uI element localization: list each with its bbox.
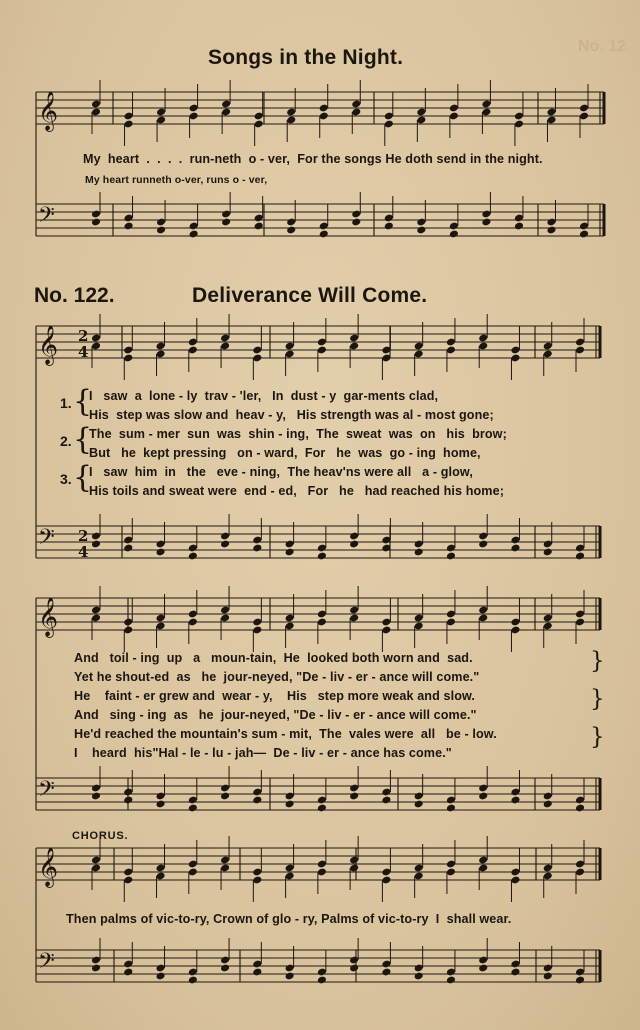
verse-number-1: 1. <box>60 395 72 411</box>
note-head <box>575 804 585 813</box>
verse-3-line-a: I saw him in the eve - ning, The heav'ns were all a - glow, <box>89 465 473 479</box>
time-signature-top: 2 <box>78 327 89 345</box>
hymn-number: No. 122. <box>34 284 115 307</box>
note-head <box>416 226 426 235</box>
note-head <box>188 976 198 985</box>
note-head <box>349 792 359 801</box>
treble-clef-icon: 𝄞 <box>38 847 59 887</box>
verse-2-line-a: The sum - mer sun was shin - ing, The sweat was on his brow; <box>89 427 507 441</box>
time-signature-bottom: 4 <box>78 343 89 361</box>
verse-number-3: 3. <box>60 471 72 487</box>
note-head <box>384 222 394 231</box>
note-head <box>91 964 101 973</box>
note-head <box>123 968 133 977</box>
time-signature-top: 2 <box>78 527 89 545</box>
note-head <box>317 552 327 561</box>
song1-lyric-line-1: My heart . . . . run-neth o - ver, For the songs He doth send in the night. <box>83 152 543 166</box>
note-head <box>252 968 262 977</box>
right-brace-3: } <box>590 724 605 750</box>
note-head <box>446 976 456 985</box>
verse-3-line-d: I heard his"Hal - le - lu - jah— De - liv - er - ance has come." <box>74 746 452 760</box>
bass-clef-icon: 𝄢 <box>38 777 55 807</box>
note-head <box>381 796 391 805</box>
note-head <box>319 230 329 239</box>
note-head <box>510 968 520 977</box>
note-head <box>514 222 524 231</box>
verse-number-2: 2. <box>60 433 72 449</box>
note-head <box>285 972 295 981</box>
note-head <box>220 792 230 801</box>
time-signature-bottom: 4 <box>78 543 89 561</box>
note-head <box>155 972 165 981</box>
note-head <box>414 548 424 557</box>
note-head <box>91 218 101 227</box>
note-head <box>156 226 166 235</box>
note-head <box>543 800 553 809</box>
verse-1-line-d: Yet he shout-ed as he jour-neyed, "De - liv - er - ance will come." <box>74 670 480 684</box>
note-head <box>575 976 585 985</box>
verse-2-line-c: He faint - er grew and wear - y, His step more weak and slow. <box>74 689 476 703</box>
verse-2-line-b: But he kept pressing on - ward, For he was go - ing home, <box>89 446 481 460</box>
note-head <box>351 218 361 227</box>
bleed-through-text: No. 12 <box>577 38 626 55</box>
note-head <box>155 800 165 809</box>
note-head <box>575 552 585 561</box>
note-head <box>285 800 295 809</box>
verse-brace-1: { <box>73 384 93 419</box>
note-head <box>510 796 520 805</box>
note-head <box>317 804 327 813</box>
verse-brace-3: { <box>73 460 93 495</box>
chorus-lyric: Then palms of vic-to-ry, Crown of glo - ry, Palms of vic-to-ry I shall wear. <box>66 912 512 926</box>
note-head <box>317 976 327 985</box>
note-head <box>123 796 133 805</box>
note-head <box>481 218 491 227</box>
note-head <box>221 218 231 227</box>
note-head <box>188 804 198 813</box>
note-head <box>381 968 391 977</box>
song1-lyric-line-2: My heart runneth o-ver, runs o - ver, <box>85 174 268 186</box>
note-head <box>91 540 101 549</box>
bass-clef-icon: 𝄢 <box>38 525 55 555</box>
note-head <box>414 972 424 981</box>
bass-clef-icon: 𝄢 <box>38 203 55 233</box>
note-head <box>478 964 488 973</box>
verse-3-line-b: His toils and sweat were end - ed, For he had reached his home; <box>89 484 504 498</box>
verse-1-line-b: His step was slow and heav - y, His strength was al - most gone; <box>89 408 494 422</box>
treble-clef-icon: 𝄞 <box>38 325 59 365</box>
note-head <box>414 800 424 809</box>
verse-brace-2: { <box>73 422 93 457</box>
note-head <box>478 792 488 801</box>
treble-clef-icon: 𝄞 <box>38 597 59 637</box>
note-head <box>349 964 359 973</box>
note-head <box>286 226 296 235</box>
treble-clef-icon: 𝄞 <box>38 91 59 131</box>
note-head <box>449 230 459 239</box>
note-head <box>254 222 264 231</box>
verse-2-line-d: And sing - ing as he jour-neyed, "De - liv - er - ance will come." <box>74 708 477 722</box>
note-head <box>446 552 456 561</box>
bass-clef-icon: 𝄢 <box>38 949 55 979</box>
note-head <box>543 548 553 557</box>
verse-1-line-a: I saw a lone - ly trav - 'ler, In dust - y gar-ments clad, <box>89 389 439 403</box>
note-head <box>579 230 589 239</box>
right-brace-1: } <box>590 648 605 674</box>
verse-3-line-c: He'd reached the mountain's sum - mit, The vales were all be - low. <box>74 727 497 741</box>
note-head <box>478 540 488 549</box>
note-head <box>285 548 295 557</box>
note-head <box>349 540 359 549</box>
note-head <box>220 964 230 973</box>
song1-title: Songs in the Night. <box>208 46 404 69</box>
note-head <box>252 544 262 553</box>
verse-1-line-c: And toil - ing up a moun-tain, He looked both worn and sad. <box>74 651 473 665</box>
note-head <box>546 226 556 235</box>
note-head <box>543 972 553 981</box>
note-head <box>123 544 133 553</box>
note-head <box>123 222 133 231</box>
note-head <box>91 792 101 801</box>
note-head <box>220 540 230 549</box>
note-head <box>189 230 199 239</box>
note-head <box>510 544 520 553</box>
right-brace-2: } <box>590 686 605 712</box>
note-head <box>188 552 198 561</box>
note-head <box>446 804 456 813</box>
note-head <box>252 796 262 805</box>
song2-title: Deliverance Will Come. <box>192 284 428 307</box>
note-head <box>155 548 165 557</box>
chorus-label: CHORUS. <box>72 830 129 842</box>
